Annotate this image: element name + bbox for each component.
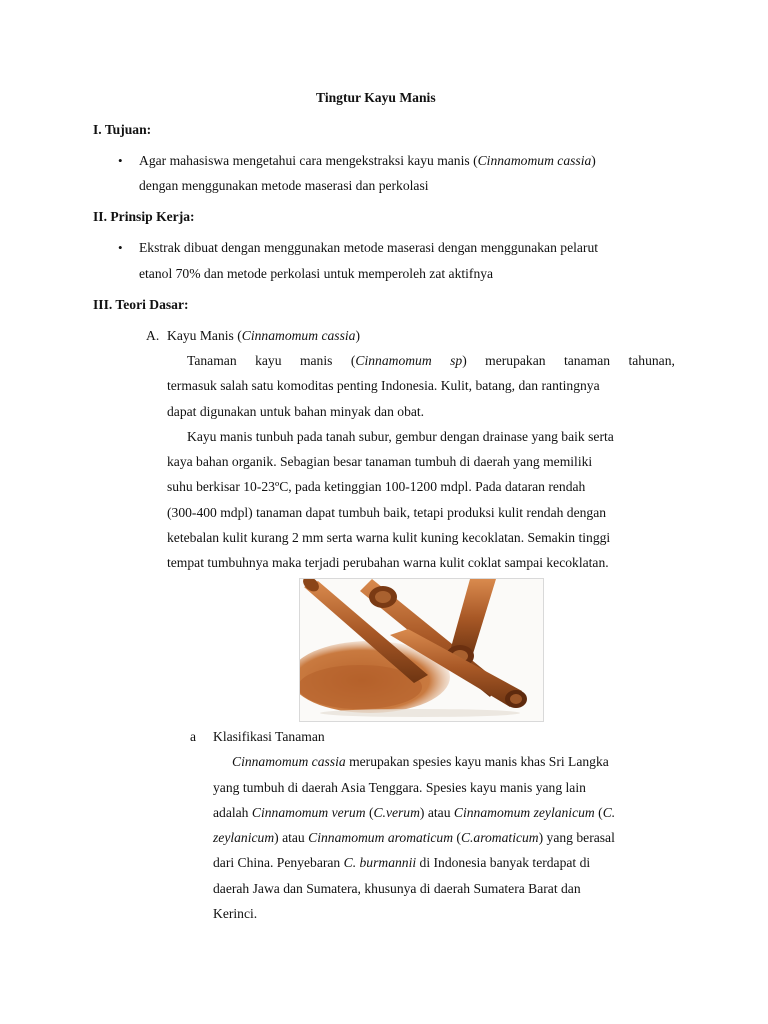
klasifikasi-line-5: dari China. Penyebaran C. burmannii di Indonesia banyak terdapat di: [213, 855, 591, 870]
klasifikasi-line-6: daerah Jawa dan Sumatera, khusunya di daerah Sumatera Barat dan: [213, 881, 581, 896]
subsection-title: Kayu Manis (Cinnamomum cassia): [167, 328, 360, 343]
para2-line-4: (300-400 mdpl) tanaman dapat tumbuh baik, tetapi produksi kulit rendah dengan: [167, 505, 607, 520]
klasifikasi-line-1: Cinnamomum cassia merupakan spesies kayu manis khas Sri Langka: [232, 754, 609, 769]
cinnamon-image: [299, 578, 544, 722]
klasifikasi-line-2: yang tumbuh di daerah Asia Tenggara. Spesies kayu manis yang lain: [213, 780, 586, 795]
prinsip-line-2: etanol 70% dan metode perkolasi untuk memperoleh zat aktifnya: [139, 266, 494, 281]
para1-line-2: termasuk salah satu komoditas penting Indonesia. Kulit, batang, dan rantingnya: [167, 378, 600, 393]
section-heading-tujuan: I. Tujuan:: [93, 122, 152, 137]
section-heading-prinsip: II. Prinsip Kerja:: [93, 209, 195, 224]
section-heading-teori: III. Teori Dasar:: [93, 297, 189, 312]
tujuan-line-2: dengan menggunakan metode maserasi dan perkolasi: [139, 178, 429, 193]
klasifikasi-line-4: zeylanicum) atau Cinnamomum aromaticum (C.aromaticum) yang berasal: [213, 830, 615, 845]
sub-marker-a: a: [190, 729, 197, 744]
document-title: Tingtur Kayu Manis: [316, 90, 436, 105]
para2-line-6: tempat tumbuhnya maka terjadi perubahan warna kulit coklat sampai kecoklatan.: [167, 555, 609, 570]
prinsip-line-1: Ekstrak dibuat dengan menggunakan metode maserasi dengan menggunakan pelarut: [139, 240, 599, 255]
bullet-icon: •: [118, 240, 123, 255]
para2-line-5: ketebalan kulit kurang 2 mm serta warna kulit kuning kecoklatan. Semakin tinggi: [167, 530, 611, 545]
para1-line-1: Tanaman kayu manis (Cinnamomum sp) merupakan tanaman tahunan,: [187, 353, 675, 368]
cinnamon-illustration: [300, 579, 543, 721]
klasifikasi-line-7: Kerinci.: [213, 906, 258, 921]
para1-line-3: dapat digunakan untuk bahan minyak dan obat.: [167, 404, 425, 419]
tujuan-line-1: Agar mahasiswa mengetahui cara mengekstraksi kayu manis (Cinnamomum cassia): [139, 153, 596, 168]
klasifikasi-title: Klasifikasi Tanaman: [213, 729, 325, 744]
klasifikasi-line-3: adalah Cinnamomum verum (C.verum) atau Cinnamomum zeylanicum (C.: [213, 805, 616, 820]
para2-line-3: suhu berkisar 10-23ºC, pada ketinggian 100-1200 mdpl. Pada dataran rendah: [167, 479, 586, 494]
para2-line-2: kaya bahan organik. Sebagian besar tanaman tumbuh di daerah yang memiliki: [167, 454, 593, 469]
para2-line-1: Kayu manis tunbuh pada tanah subur, gembur dengan drainase yang baik serta: [187, 429, 614, 444]
bullet-icon: •: [118, 153, 123, 168]
subsection-marker: A.: [146, 328, 160, 343]
